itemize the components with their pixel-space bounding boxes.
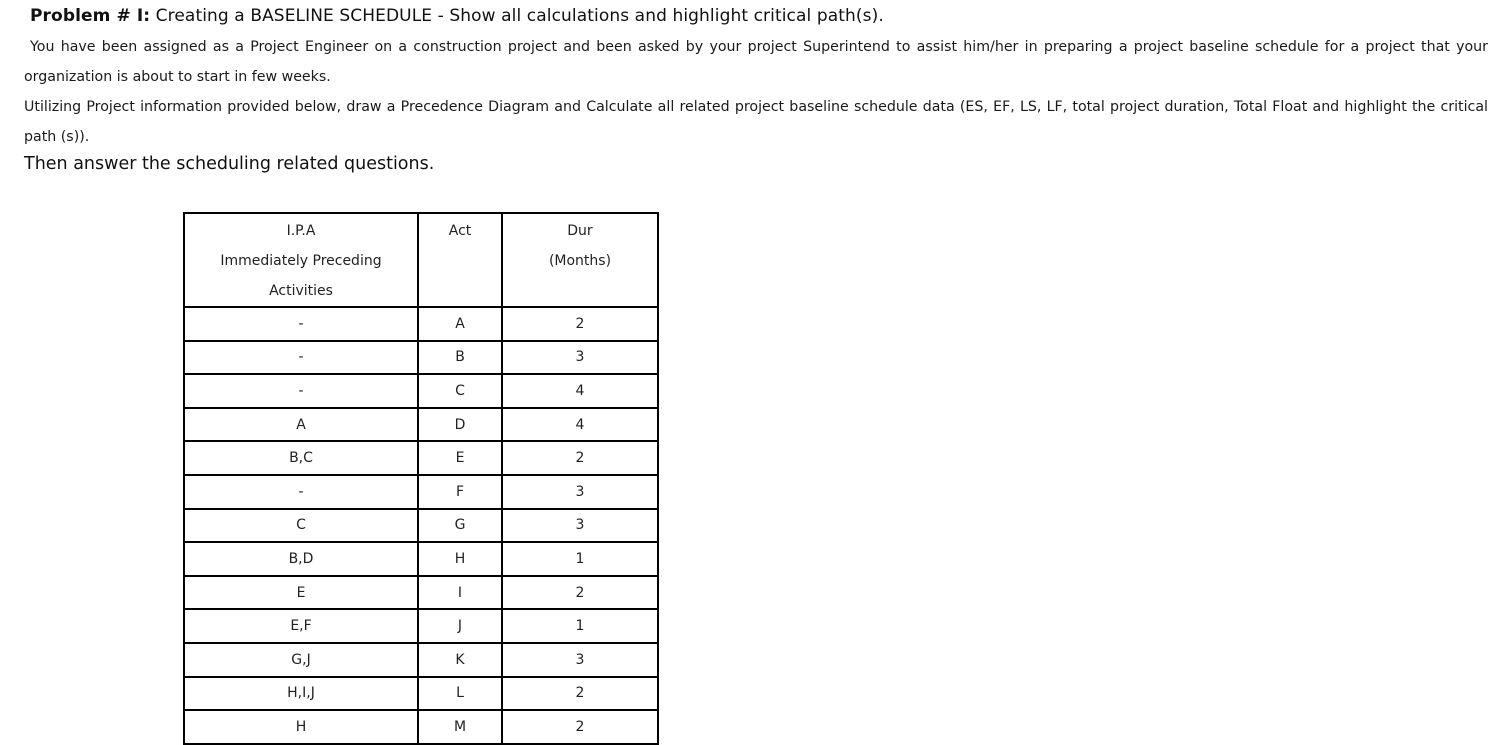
table-row [184, 643, 658, 677]
activity-table [183, 212, 659, 745]
table-row [184, 374, 658, 408]
header-ipa-line2: Immediately Preceding [220, 253, 382, 269]
table-row [184, 441, 658, 475]
ipa-cell: B,D [184, 542, 418, 576]
table-row [184, 542, 658, 576]
act-cell: H [418, 542, 502, 576]
table-row [184, 576, 658, 610]
dur-cell: 2 [502, 307, 658, 341]
act-cell: D [418, 408, 502, 442]
ipa-cell: E [184, 576, 418, 610]
ipa-cell: A [184, 408, 418, 442]
problem-title [30, 6, 884, 26]
dur-cell: 1 [502, 609, 658, 643]
act-cell: J [418, 609, 502, 643]
dur-cell: 4 [502, 374, 658, 408]
act-cell: A [418, 307, 502, 341]
table-row [184, 509, 658, 543]
header-ipa [184, 213, 418, 307]
act-cell: B [418, 341, 502, 375]
table-row [184, 475, 658, 509]
dur-cell: 3 [502, 643, 658, 677]
header-ipa-abbrev: I.P.A [286, 223, 316, 239]
ipa-cell: H [184, 710, 418, 744]
act-cell: G [418, 509, 502, 543]
dur-cell: 2 [502, 710, 658, 744]
ipa-cell: H,I,J [184, 677, 418, 711]
act-cell: L [418, 677, 502, 711]
act-cell: I [418, 576, 502, 610]
ipa-cell: - [184, 374, 418, 408]
table-row [184, 677, 658, 711]
dur-cell: 2 [502, 576, 658, 610]
dur-cell: 3 [502, 341, 658, 375]
dur-cell: 2 [502, 677, 658, 711]
dur-cell: 4 [502, 408, 658, 442]
header-act [418, 213, 502, 307]
header-dur-label: Dur [567, 223, 593, 239]
table-header-row [184, 213, 658, 307]
dur-cell: 3 [502, 475, 658, 509]
act-cell: F [418, 475, 502, 509]
table-row [184, 408, 658, 442]
ipa-cell: B,C [184, 441, 418, 475]
act-cell: M [418, 710, 502, 744]
ipa-cell: - [184, 307, 418, 341]
act-cell: C [418, 374, 502, 408]
intro-paragraph: You have been assigned as a Project Engineer on a construction project and been asked by your project Superintend to assist him/her in preparing a project baseline schedule for a project that your organization is about to start in few weeks. [24, 39, 1488, 85]
header-dur-unit: (Months) [548, 253, 612, 269]
instructions-paragraph: Utilizing Project information provided below, draw a Precedence Diagram and Calculate all related project baseline schedule data (ES, EF, LS, LF, total project duration, Total Float and highlight the critical path (s)). [24, 99, 1488, 145]
dur-cell: 1 [502, 542, 658, 576]
ipa-cell: C [184, 509, 418, 543]
ipa-cell: - [184, 341, 418, 375]
header-ipa-line3: Activities [269, 283, 333, 299]
header-dur [502, 213, 658, 307]
ipa-cell: - [184, 475, 418, 509]
dur-cell: 3 [502, 509, 658, 543]
ipa-cell: G,J [184, 643, 418, 677]
act-cell: K [418, 643, 502, 677]
dur-cell: 2 [502, 441, 658, 475]
table-row [184, 710, 658, 744]
table-row [184, 307, 658, 341]
act-cell: E [418, 441, 502, 475]
table-body [184, 307, 658, 744]
follow-up-instruction: Then answer the scheduling related questions. [24, 154, 435, 174]
header-act-label: Act [448, 223, 472, 239]
table-row [184, 341, 658, 375]
problem-number: Problem # I: [30, 6, 151, 26]
table-row [184, 609, 658, 643]
problem-heading: Creating a BASELINE SCHEDULE - Show all calculations and highlight critical path(s). [150, 6, 884, 26]
ipa-cell: E,F [184, 609, 418, 643]
